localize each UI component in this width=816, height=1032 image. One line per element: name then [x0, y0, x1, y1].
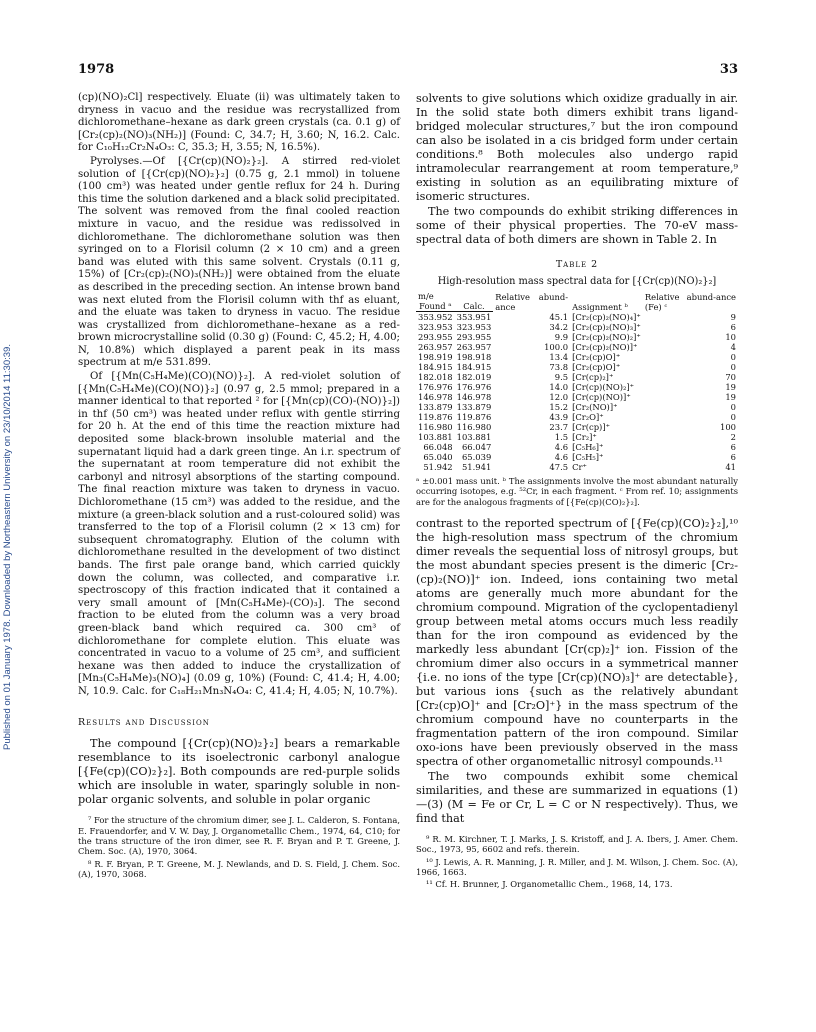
paragraph: Of [{Mn(C₅H₄Me)(CO)(NO)}₂]. A red-violet solution of [{Mn(C₅H₄Me)(CO)(NO)}₂] (0.97 g, 2.5 mmol; prepared in a manner identical to that reported ² for [{Mn(cp)(CO)-(NO)}₂]) in thf (50 cm³) was heated under reflux with gentle stirring for 20 h. At the end of this time the reaction mixture had deposited some black-brown insoluble material and the supernatant liquid had a dark green tinge. An i.r. spectrum of the supernatant at room temperature did not exhibit the carbonyl and nitrosyl absorptions of the starting compound. The final reaction mixture was taken to dryness in vacuo. Dichloromethane (15 cm³) was added to the residue, and the mixture (a green-black solution and a rust-coloured solid) was transferred to the top of a Florisil column (2 × 13 cm) for subsequent chromatography. Elution of the column with dichloromethane resulted in the development of two distinct bands. The first pale orange band, which carried quickly down the column, was collected, and comparative i.r. spectroscopy of this fraction indicated that it contained a very small amount of [Mn(C₅H₄Me)-(CO)₃]. The second fraction to be eluted from the column was a very broad green-black band which required ca. 300 cm³ of dichloromethane for complete elution. This eluate was concentrated in vacuo to a volume of 25 cm³, and sufficient hexane was then added to induce the crystallization of [Mn₃(C₅H₄Me)₃(NO)₄] (0.09 g, 10%) (Found: C, 41.4; H, 4.00; N, 10.9. Calc. for C₁₈H₂₁Mn₃N₄O₄: C, 41.4; H, 4.05; N, 10.7%). — [78, 371, 400, 697]
table-label: Table 2 — [555, 259, 599, 270]
cell-found: 353.952 — [418, 312, 453, 323]
table-notes: ᵃ ±0.001 mass unit. ᵇ The assignments involve the most abundant naturally occurring isotopes, e.g. ⁵²Cr, in each fragment. ᶜ From ref. 10; assignments are for the analogous fragments of [{Fe(cp)(CO)₂}₂]. — [416, 476, 738, 507]
cell-assignment: [Cr(cp)₂]⁺ — [572, 372, 614, 383]
cell-assignment: [Cr₂O]⁺ — [572, 412, 604, 423]
page-number: 33 — [719, 62, 738, 77]
cell-found: 65.040 — [423, 452, 453, 463]
cell-fe: 6 — [730, 452, 736, 463]
cell-fe: 70 — [725, 372, 736, 383]
paragraph: solvents to give solutions which oxidize gradually in air. In the solid state both dimers exhibit trans ligand-bridged molecular structures,⁷ but the iron compound can also be isolated in a cis bridged form under certain conditions.⁸ Both molecules also undergo rapid intramolecular rearrangement at room temperature,⁹ existing in solution as an equilibrating mixture of isomeric structures. — [416, 92, 738, 203]
table-row — [416, 432, 738, 442]
cell-abund: 4.6 — [554, 452, 569, 463]
paragraph: contrast to the reported spectrum of [{Fe(cp)(CO)₂}₂],¹⁰ the high-resolution mass spectrum of the chromium dimer reveals the sequential loss of nitrosyl groups, but the most abundant species present is the dimeric [Cr₂-(cp)₂(NO)]⁺ ion. Indeed, ions containing two metal atoms are generally much more abundant for the chromium compound. Migration of the cyclopentadienyl group between metal atoms occurs much less readily than for the iron compound as evidenced by the markedly less abundant [Cr(cp)₂]⁺ ion. Fission of the chromium dimer also occurs in a symmetrical manner {i.e. no ions of the type [Cr(cp)(NO)₃]⁺ are detectable}, but various ions {such as the relatively abundant [Cr₂(cp)O]⁺ and [Cr₂O]⁺} in the mass spectrum of the chromium compound have no counterparts in the fragmentation pattern of the iron compound. Similar oxo-ions have been previously observed in the mass spectra of other organometallic nitrosyl compounds.¹¹ — [416, 516, 738, 768]
cell-fe: 19 — [725, 382, 736, 393]
table-row — [416, 412, 738, 422]
cell-assignment: [Cr₂(cp)O]⁺ — [572, 362, 621, 373]
table-row — [416, 322, 738, 332]
table-row — [416, 422, 738, 432]
cell-found: 184.915 — [418, 362, 453, 373]
cell-abund: 45.1 — [549, 311, 569, 322]
cell-abund: 9.5 — [554, 372, 569, 383]
cell-abund: 13.4 — [549, 352, 569, 363]
col-header-calc: Calc. — [455, 301, 494, 312]
cell-calc: 51.941 — [461, 462, 492, 473]
table-row — [416, 362, 738, 372]
cell-abund: 47.5 — [549, 462, 569, 473]
paragraph: The two compounds exhibit some chemical similarities, and these are summarized in equations (1)—(3) (M = Fe or Cr, L = C or N respectively). Thus, we find that — [416, 769, 738, 825]
cell-fe: 2 — [730, 432, 736, 443]
cell-found: 182.018 — [418, 372, 453, 383]
footnotes — [416, 834, 738, 890]
cell-abund: 23.7 — [549, 422, 569, 433]
cell-abund: 12.0 — [549, 392, 569, 403]
cell-calc: 293.955 — [456, 332, 492, 343]
cell-calc: 146.978 — [456, 392, 492, 403]
table-row — [416, 352, 738, 362]
right-column — [416, 92, 738, 892]
footnote: ⁹ R. M. Kirchner, T. J. Marks, J. S. Kristoff, and J. A. Ibers, J. Amer. Chem. Soc., 1973, 95, 6602 and refs. therein. — [416, 833, 738, 855]
cell-found: 146.978 — [418, 392, 453, 403]
table-row — [416, 452, 738, 462]
cell-abund: 100.0 — [544, 342, 569, 353]
cell-found: 198.919 — [418, 352, 453, 363]
table-row — [416, 392, 738, 402]
cell-found: 323.953 — [418, 322, 453, 333]
cell-abund: 1.5 — [554, 432, 569, 443]
col-header-rel-fe: Relative abund-ance (Fe) ᶜ — [644, 291, 736, 312]
paragraph: (cp)(NO)₂Cl] respectively. Eluate (ii) was ultimately taken to dryness in vacuo and the residue was recrystallized from dichloromethane–hexane as dark green crystals (ca. 0.1 g) of [Cr₂(cp)₂(NO)₃(NH₂)] (Found: C, 34.7; H, 3.60; N, 16.2. Calc. for C₁₀H₁₂Cr₂N₄O₃: C, 35.3; H, 3.55; N, 16.5%). — [78, 92, 400, 154]
table-row — [416, 342, 738, 352]
cell-calc: 323.953 — [456, 322, 492, 333]
cell-assignment: [Cr₂(cp)₂(NO)₂]⁺ — [572, 332, 641, 343]
cell-fe: 10 — [725, 332, 736, 343]
cell-found: 133.879 — [418, 402, 453, 413]
table-row — [416, 462, 738, 472]
cell-fe: 9 — [730, 311, 736, 322]
footnote: ¹¹ Cf. H. Brunner, J. Organometallic Chem., 1968, 14, 173. — [426, 879, 673, 890]
year: 1978 — [78, 62, 115, 77]
cell-calc: 103.881 — [456, 432, 492, 443]
cell-calc: 116.980 — [456, 422, 492, 433]
cell-found: 103.881 — [418, 432, 453, 443]
cell-calc: 353.951 — [456, 312, 492, 323]
cell-assignment: [Cr₂(cp)O]⁺ — [572, 352, 621, 363]
cell-fe: 0 — [730, 352, 736, 363]
cell-fe: 41 — [725, 462, 736, 473]
col-header-rel-abundance: Relative abund-ance — [495, 291, 569, 312]
cell-fe: 6 — [730, 442, 736, 453]
cell-fe: 6 — [730, 322, 736, 333]
cell-abund: 15.2 — [549, 402, 569, 413]
page-header — [78, 62, 738, 82]
cell-assignment: [Cr₂]⁺ — [572, 432, 597, 443]
footnote: ⁸ R. F. Bryan, P. T. Greene, M. J. Newlands, and D. S. Field, J. Chem. Soc. (A), 1970, 3068. — [78, 858, 400, 880]
cell-calc: 184.915 — [456, 362, 492, 373]
cell-calc: 263.957 — [456, 342, 492, 353]
cell-assignment: [Cr(cp)(NO)₂]⁺ — [572, 382, 635, 393]
table-row — [416, 402, 738, 412]
cell-found: 66.048 — [423, 442, 453, 453]
cell-fe: 0 — [730, 362, 736, 373]
cell-assignment: [Cr₂(cp)₂(NO)₄]⁺ — [572, 311, 641, 322]
left-column — [78, 92, 400, 882]
cell-fe: 4 — [730, 342, 736, 353]
cell-abund: 34.2 — [549, 322, 569, 333]
table-caption: High-resolution mass spectral data for [{Cr(cp)(NO)₂}₂] — [437, 275, 717, 287]
footnote: ⁷ For the structure of the chromium dimer, see J. L. Calderon, S. Fontana, E. Frauendorfer, and V. W. Day, J. Organometallic Chem., 1974, 64, C10; for the trans structure of the iron dimer, see R. F. Bryan and P. T. Greene, J. Chem. Soc. (A), 1970, 3064. — [78, 815, 400, 857]
cell-abund: 9.9 — [554, 332, 569, 343]
cell-found: 51.942 — [423, 462, 453, 473]
footnotes — [78, 815, 400, 879]
cell-found: 119.876 — [418, 412, 453, 423]
cell-assignment: [Cr(cp)]⁺ — [572, 422, 611, 433]
cell-found: 263.957 — [418, 342, 453, 353]
cell-assignment: [Cr(cp)(NO)]⁺ — [572, 392, 631, 403]
cell-assignment: [Cr₂(cp)₂(NO)]⁺ — [572, 342, 638, 353]
table-row — [416, 372, 738, 382]
cell-abund: 14.0 — [549, 382, 569, 393]
cell-calc: 198.918 — [456, 352, 492, 363]
mass-spectral-table — [416, 291, 738, 472]
cell-abund: 73.8 — [549, 362, 569, 373]
cell-calc: 182.019 — [456, 372, 492, 383]
cell-fe: 19 — [725, 392, 736, 403]
cell-found: 293.955 — [418, 332, 453, 343]
cell-calc: 66.047 — [461, 442, 492, 453]
paragraph: The compound [{Cr(cp)(NO)₂}₂] bears a remarkable resemblance to its isoelectronic carbonyl analogue [{Fe(cp)(CO)₂}₂]. Both compounds are red-purple solids which are insoluble in water, sparingly soluble in non-polar organic solvents, and soluble in polar organic — [78, 737, 400, 807]
cell-fe: 0 — [730, 402, 736, 413]
cell-abund: 4.6 — [554, 442, 569, 453]
cell-assignment: [Cr₂(cp)₂(NO)₃]⁺ — [572, 322, 641, 333]
cell-found: 176.976 — [418, 382, 453, 393]
publication-sidenote-link[interactable]: Published on 01 January 1978. Downloaded by Northeastern University on 23/10/2014 11:30:39. — [2, 344, 13, 750]
cell-fe: 100 — [720, 422, 736, 433]
cell-assignment: [C₅H₅]⁺ — [572, 452, 604, 463]
cell-calc: 119.876 — [456, 412, 492, 423]
section-heading: Results and Discussion — [78, 716, 210, 728]
col-header-found: Found ᵃ — [416, 301, 455, 312]
cell-found: 116.980 — [418, 422, 453, 433]
paragraph: Pyrolyses.—Of [{Cr(cp)(NO)₂}₂]. A stirred red-violet solution of [{Cr(cp)(NO)₂}₂] (0.75 g, 2.1 mmol) in toluene (100 cm³) was heated under gentle reflux for 24 h. During this time the solution darkened and a black solid precipitated. The solvent was removed from the final cooled reaction mixture in vacuo, and the residue was redissolved in dichloromethane. The dichloromethane solution was then syringed on to a Florisil column (2 × 10 cm) and a green band was eluted with this same solvent. Crystals (0.11 g, 15%) of [Cr₂(cp)₂(NO)₃(NH₂)] were obtained from the eluate as described in the preceding section. An intense brown band was next eluted from the Florisil column with thf as eluant, and the eluate was taken to dryness in vacuo. The residue was crystallized from dichloromethane–hexane as a red-brown microcrystalline solid (0.30 g) (Found: C, 45.2; H, 4.00; N, 10.8%) which displayed a parent peak in its mass spectrum at m/e 531.899. — [78, 155, 400, 369]
paragraph: The two compounds do exhibit striking differences in some of their physical properties. The 70-eV mass-spectral data of both dimers are shown in Table 2. In — [416, 205, 738, 246]
footnote: ¹⁰ J. Lewis, A. R. Manning, J. R. Miller, and J. M. Wilson, J. Chem. Soc. (A), 1966, 1663. — [416, 856, 738, 878]
cell-calc: 65.039 — [461, 452, 492, 463]
cell-calc: 133.879 — [456, 402, 492, 413]
table-row — [416, 442, 738, 452]
col-header-assignment: Assignment ᵇ — [572, 301, 628, 312]
table-row — [416, 382, 738, 392]
cell-assignment: [Cr₂(NO)]⁺ — [572, 402, 618, 413]
cell-calc: 176.976 — [456, 382, 492, 393]
cell-abund: 43.9 — [549, 412, 569, 423]
cell-assignment: Cr⁺ — [572, 462, 587, 473]
table-row — [416, 312, 738, 323]
cell-assignment: [C₅H₆]⁺ — [572, 442, 604, 453]
table-row — [416, 332, 738, 342]
col-header-me: m/e — [418, 291, 434, 302]
cell-fe: 0 — [730, 412, 736, 423]
